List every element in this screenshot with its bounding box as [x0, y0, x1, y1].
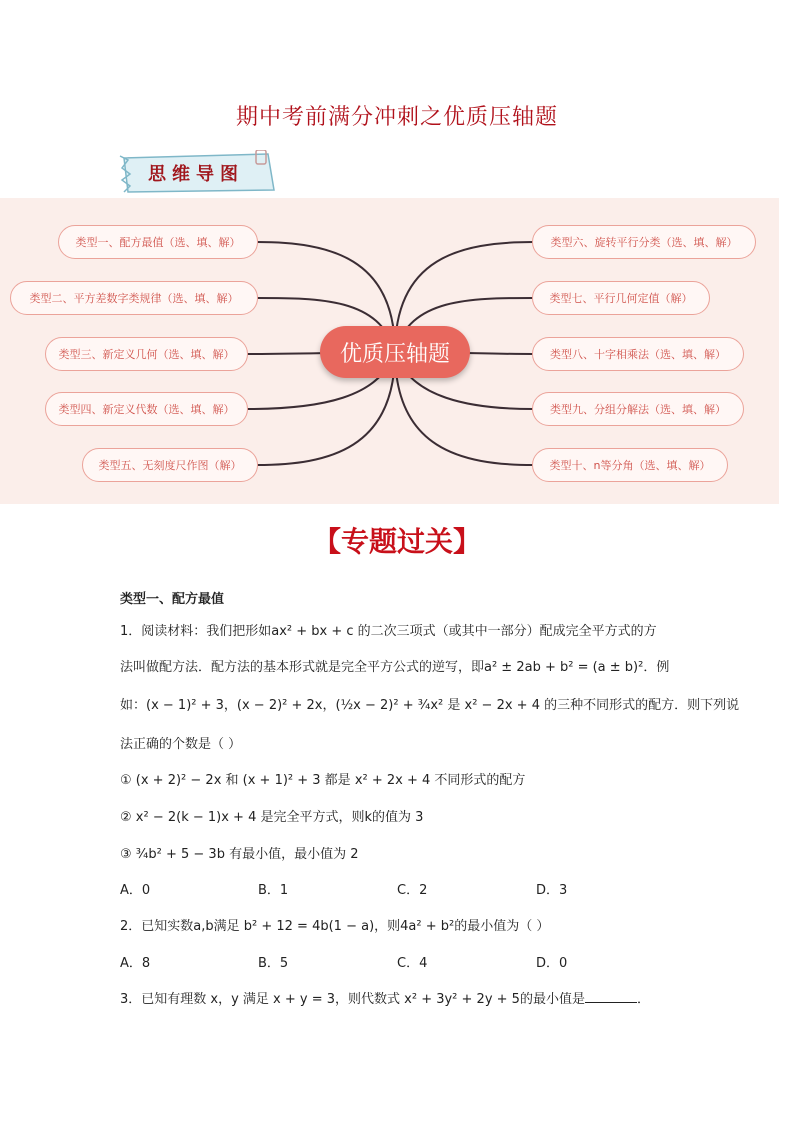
q3-end: ．	[636, 992, 650, 1007]
mindmap-node-type9: 类型九、分组分解法（选、填、解）	[532, 392, 744, 426]
section-tag-text: 思维导图	[148, 164, 244, 185]
mindmap-center-node: 优质压轴题	[320, 326, 470, 378]
mindmap-node-type3: 类型三、新定义几何（选、填、解）	[45, 337, 248, 371]
mindmap-node-type8: 类型八、十字相乘法（选、填、解）	[532, 337, 744, 371]
q1-option-b: B．1	[258, 883, 289, 898]
page-title: 期中考前满分冲刺之优质压轴题	[235, 105, 558, 130]
section-title: 【专题过关】	[312, 525, 481, 558]
q3-answer-blank	[585, 990, 637, 1003]
mindmap-node-type2: 类型二、平方差数字类规律（选、填、解）	[10, 281, 258, 315]
mind-map	[0, 198, 779, 504]
q1-option-a: A．0	[120, 883, 151, 898]
mindmap-node-type4: 类型四、新定义代数（选、填、解）	[45, 392, 248, 426]
q2-text: 2．已知实数a,b满足 b² + 12 = 4b(1 − a)，则4a² + b²的最小值为（ ）	[120, 919, 550, 934]
mindmap-node-type7: 类型七、平行几何定值（解）	[532, 281, 710, 315]
type-heading: 类型一、配方最值	[120, 592, 225, 607]
q1-statement1: ① (x + 2)² − 2x 和 (x + 1)² + 3 都是 x² + 2x + 4 不同形式的配方	[120, 773, 526, 788]
q3-text: 3．已知有理数 x，y 满足 x + y = 3，则代数式 x² + 3y² + 2y + 5的最小值是	[120, 992, 585, 1007]
mindmap-node-type5: 类型五、无刻度尺作图（解）	[82, 448, 258, 482]
q1-option-d: D．3	[536, 883, 568, 898]
q2-option-a: A．8	[120, 956, 151, 971]
q1-option-c: C．2	[397, 883, 428, 898]
q1-line2: 法叫做配方法．配方法的基本形式就是完全平方公式的逆写，即a² ± 2ab + b² = (a ± b)²．例	[120, 660, 670, 675]
mindmap-node-type6: 类型六、旋转平行分类（选、填、解）	[532, 225, 756, 259]
q2-option-d: D．0	[536, 956, 568, 971]
q1-statement2: ② x² − 2(k − 1)x + 4 是完全平方式，则k的值为 3	[120, 810, 424, 825]
q2-option-b: B．5	[258, 956, 289, 971]
q3-line	[120, 988, 650, 1007]
mindmap-node-type10: 类型十、n等分角（选、填、解）	[532, 448, 728, 482]
q1-line3: 如：(x − 1)² + 3，(x − 2)² + 2x，(½x − 2)² + ¾x² 是 x² − 2x + 4 的三种不同形式的配方．则下列说	[120, 698, 740, 713]
q1-statement3: ③ ¾b² + 5 − 3b 有最小值，最小值为 2	[120, 847, 359, 862]
q2-option-c: C．4	[397, 956, 428, 971]
q1-line1: 1．阅读材料：我们把形如ax² + bx + c 的二次三项式（或其中一部分）配成完全平方式的方	[120, 624, 657, 639]
mindmap-node-type1: 类型一、配方最值（选、填、解）	[58, 225, 258, 259]
q1-line4: 法正确的个数是（ ）	[120, 737, 242, 752]
